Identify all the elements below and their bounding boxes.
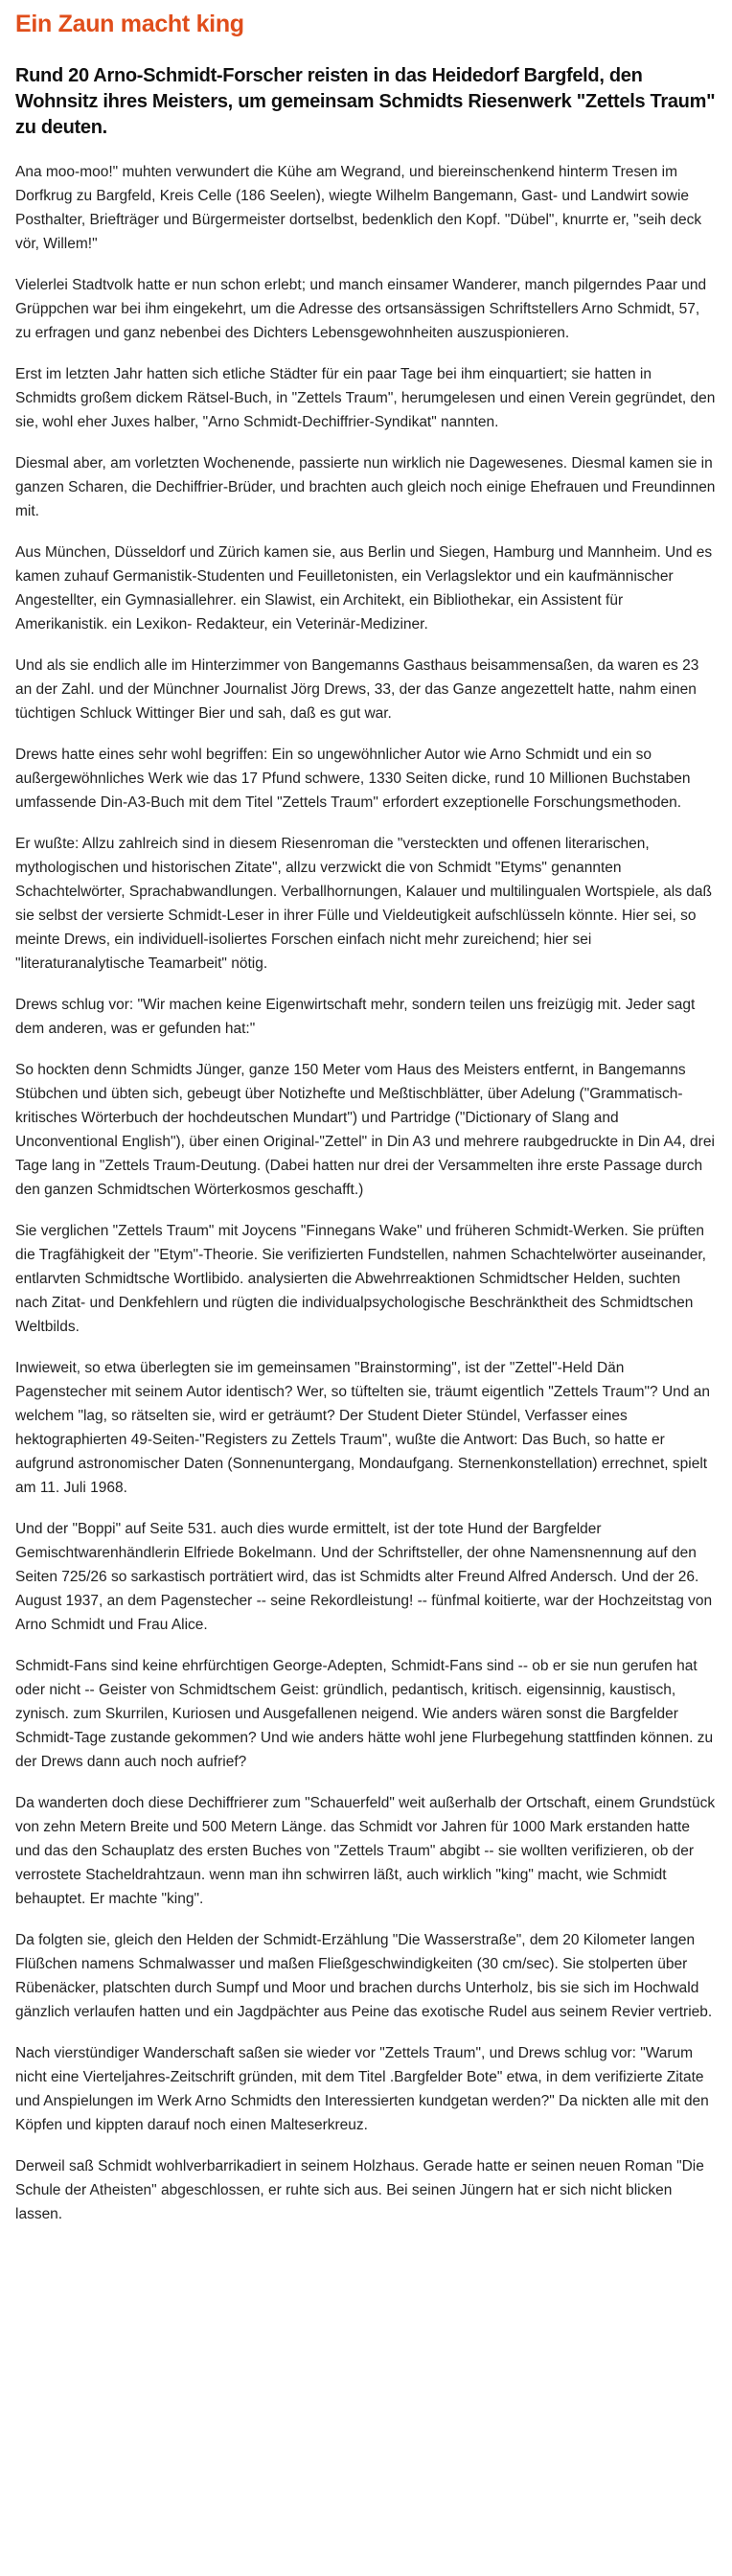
article-paragraph: Nach vierstündiger Wanderschaft saßen sie wieder vor "Zettels Traum", und Drews schlug vor: "Warum nicht eine Vierteljahres-Zeitschrift gründen, mit dem Titel .Bargfelder Bote" etwa, in dem verifizierte Zitate und Anspielungen im Werk Arno Schmidts den Interessierten kundgetan werden?" Da nickten alle mit den Köpfen und kippten darauf noch einen Malteserkreuz. [15,2045,709,2133]
article-paragraph: Und als sie endlich alle im Hinterzimmer von Bangemanns Gasthaus beisammensaßen, da waren es 23 an der Zahl. und der Münchner Journalist Jörg Drews, 33, der das Ganze angezettelt hatte, nahm einen tüchtigen Schluck Wittinger Bier und sah, daß es gut war. [15,657,699,722]
article-title: Ein Zaun macht king [15,11,244,37]
article-paragraph: Drews hatte eines sehr wohl begriffen: Ein so ungewöhnlicher Autor wie Arno Schmidt und ein so außergewöhnliches Werk wie das 17 Pfund schwere, 1330 Seiten dicke, rund 10 Millionen Buchstaben umfassende Din-A3-Buch mit dem Titel "Zettels Traum" erfordert exzeptionelle Forschungsmethoden. [15,747,691,811]
article-paragraph: Vielerlei Stadtvolk hatte er nun schon erlebt; und manch einsamer Wanderer, manch pilgerndes Paar und Grüppchen war bei ihm eingekehrt, um die Adresse des ortsansässigen Schriftstellers Arno Schmidt, 57, zu erfragen und ganz nebenbei des Dichters Lebensgewohnheiten auszuspionieren. [15,277,707,341]
article-paragraph: So hockten denn Schmidts Jünger, ganze 150 Meter vom Haus des Meisters entfernt, in Bangemanns Stübchen und übten sich, gebeugt über Notizhefte und Meßtischblätter, über Adelung ("Grammatisch-kritisches Wörterbuch der hochdeutschen Mundart") und Partridge ("Dictionary of Slang and Unconventional English"), über einen Original-"Zettel" in Din A3 und mehrere raubgedruckte in Din A4, drei Tage lang in "Zettels Traum-Deutung. (Dabei hatten nur drei der Versammelten ihre erste Passage durch den ganzen Schmidtschen Wörterkosmos geschafft.) [15,1062,715,1198]
article-paragraph: Ana moo-moo!" muhten verwundert die Kühe am Wegrand, und biereinschenkend hinterm Tresen im Dorfkrug zu Bargfeld, Kreis Celle (186 Seelen), wiegte Wilhelm Bangemann, Gast- und Landwirt sowie Posthalter, Briefträger und Bürgermeister dortselbst, bedenklich den Kopf. "Dübel", knurrte er, "seih deck vör, Willem!" [15,164,702,252]
article-paragraph: Inwieweit, so etwa überlegten sie im gemeinsamen "Brainstorming", ist der "Zettel"-Held Dän Pagenstecher mit seinem Autor identisch? Wer, so tüftelten sie, träumt eigentlich "Zettels Traum"? Und an welchem "lag, so rätselten sie, wird er geträumt? Der Student Dieter Stündel, Verfasser eines hektographierten 49-Seiten-"Registers zu Zettels Traum", wußte die Antwort: Das Buch, so hatte er aufgrund astronomischer Daten (Sonnenuntergang, Mondaufgang. Sternenkonstellation) errechnet, spielt am 11. Juli 1968. [15,1360,710,1496]
article-paragraph: Da folgten sie, gleich den Helden der Schmidt-Erzählung "Die Wasserstraße", dem 20 Kilometer langen Flüßchen namens Schmalwasser und maßen Fließgeschwindigkeiten (30 cm/sec). Sie stolperten über Rübenäcker, platschten durch Sumpf und Moor und brachen durchs Unterholz, bis sie sich im Hochwald gänzlich verlaufen hatten und ein Jagdpächter aus Peine das exotische Rudel aus seinem Revier vertrieb. [15,1932,713,2020]
article-paragraph: Sie verglichen "Zettels Traum" mit Joycens "Finnegans Wake" und früheren Schmidt-Werken. Sie prüften die Tragfähigkeit der "Etym"-Theorie. Sie verifizierten Fundstellen, nahmen Schachtelwörter auseinander, entlarvten Schmidtsche Wortlibido. analysierten die Abwehrreaktionen Schmidtscher Helden, suchten nach Zitat- und Denkfehlern und rügten die individualpsychologische Beschränktheit des Schmidtschen Weltbilds. [15,1223,706,1335]
article-paragraph: Und der "Boppi" auf Seite 531. auch dies wurde ermittelt, ist der tote Hund der Bargfelder Gemischtwarenhändlerin Elfriede Bokelmann. Und der Schriftsteller, der ohne Namensnennung auf den Seiten 725/26 so sarkastisch porträtiert wird, das ist Schmidts alter Freund Alfred Andersch. Und der 26. August 1937, an dem Pagenstecher -- seine Rekordleistung! -- fünfmal koitierte, war der Hochzeitstag von Arno Schmidt und Frau Alice. [15,1521,713,1633]
article-paragraph: Erst im letzten Jahr hatten sich etliche Städter für ein paar Tage bei ihm einquartiert; sie hatten in Schmidts großem dickem Rätsel-Buch, in "Zettels Traum", herumgelesen und einen Verein gegründet, den sie, wohl eher Juxes halber, "Arno Schmidt-Dechiffrier-Syndikat" nannten. [15,366,716,430]
article-lead: Rund 20 Arno-Schmidt-Forscher reisten in das Heidedorf Bargfeld, den Wohnsitz ihres Meisters, um gemeinsam Schmidts Riesenwerk "Zettels Traum" zu deuten. [15,65,716,138]
article-paragraph: Schmidt-Fans sind keine ehrfürchtigen George-Adepten, Schmidt-Fans sind -- ob er sie nun gerufen hat oder nicht -- Geister von Schmidtschem Geist: gründlich, pedantisch, kritisch. eigensinnig, kaustisch, zynisch. zum Skurrilen, Kuriosen und Ausgefallenen neigend. Wie anders wären sonst die Bargfelder Schmidt-Tage zustande gekommen? Und wie anders hätte wohl jene Flurbegehung stattfinden können. zu der Drews dann auch noch aufrief? [15,1658,714,1770]
article-paragraph: Derweil saß Schmidt wohlverbarrikadiert in seinem Holzhaus. Gerade hatte er seinen neuen Roman "Die Schule der Atheisten" abgeschlossen, er ruhte sich aus. Bei seinen Jüngern hat er sich nicht blicken lassen. [15,2158,704,2222]
article-paragraph: Aus München, Düsseldorf und Zürich kamen sie, aus Berlin und Siegen, Hamburg und Mannheim. Und es kamen zuhauf Germanistik-Studenten und Feuilletonisten, ein Verlagslektor und ein kaufmännischer Angestellter, ein Gymnasiallehrer. ein Slawist, ein Architekt, ein Bibliothekar, ein Assistent für Amerikanistik. ein Lexikon- Redakteur, ein Veterinär-Mediziner. [15,544,713,632]
article-paragraph: Er wußte: Allzu zahlreich sind in diesem Riesenroman die "versteckten und offenen literarischen, mythologischen und historischen Zitate", allzu verzwickt die von Schmidt "Etyms" genannten Schachtelwörter, Sprachabwandlungen. Verballhornungen, Kalauer und multilingualen Wortspiele, als daß sie selbst der versierte Schmidt-Leser in ihrer Fülle und Vieldeutigkeit aufschlüsseln könnte. Hier sei, so meinte Drews, ein individuell-isoliertes Forschen einfach nicht mehr zureichend; hier sei "literaturanalytische Teamarbeit" nötig. [15,836,712,972]
article-paragraph: Diesmal aber, am vorletzten Wochenende, passierte nun wirklich nie Dagewesenes. Diesmal kamen sie in ganzen Scharen, die Dechiffrier-Brüder, und brachten auch gleich noch einige Ehefrauen und Freundinnen mit. [15,455,716,519]
article-paragraph: Drews schlug vor: "Wir machen keine Eigenwirtschaft mehr, sondern teilen uns freizügig mit. Jeder sagt dem anderen, was er gefunden hat:" [15,997,696,1037]
article-body [15,160,717,2226]
article-paragraph: Da wanderten doch diese Dechiffrierer zum "Schauerfeld" weit außerhalb der Ortschaft, einem Grundstück von zehn Metern Breite und 500 Metern Länge. das Schmidt vor Jahren für 1000 Mark erstanden hatte und das den Schauplatz des ersten Buches von "Zettels Traum" abgibt -- sie wollten verifizieren, ob der verrostete Stacheldrahtzaun. wenn man ihn schwirren läßt, auch wirklich "king" macht, wie Schmidt behauptet. Er machte "king". [15,1795,716,1907]
